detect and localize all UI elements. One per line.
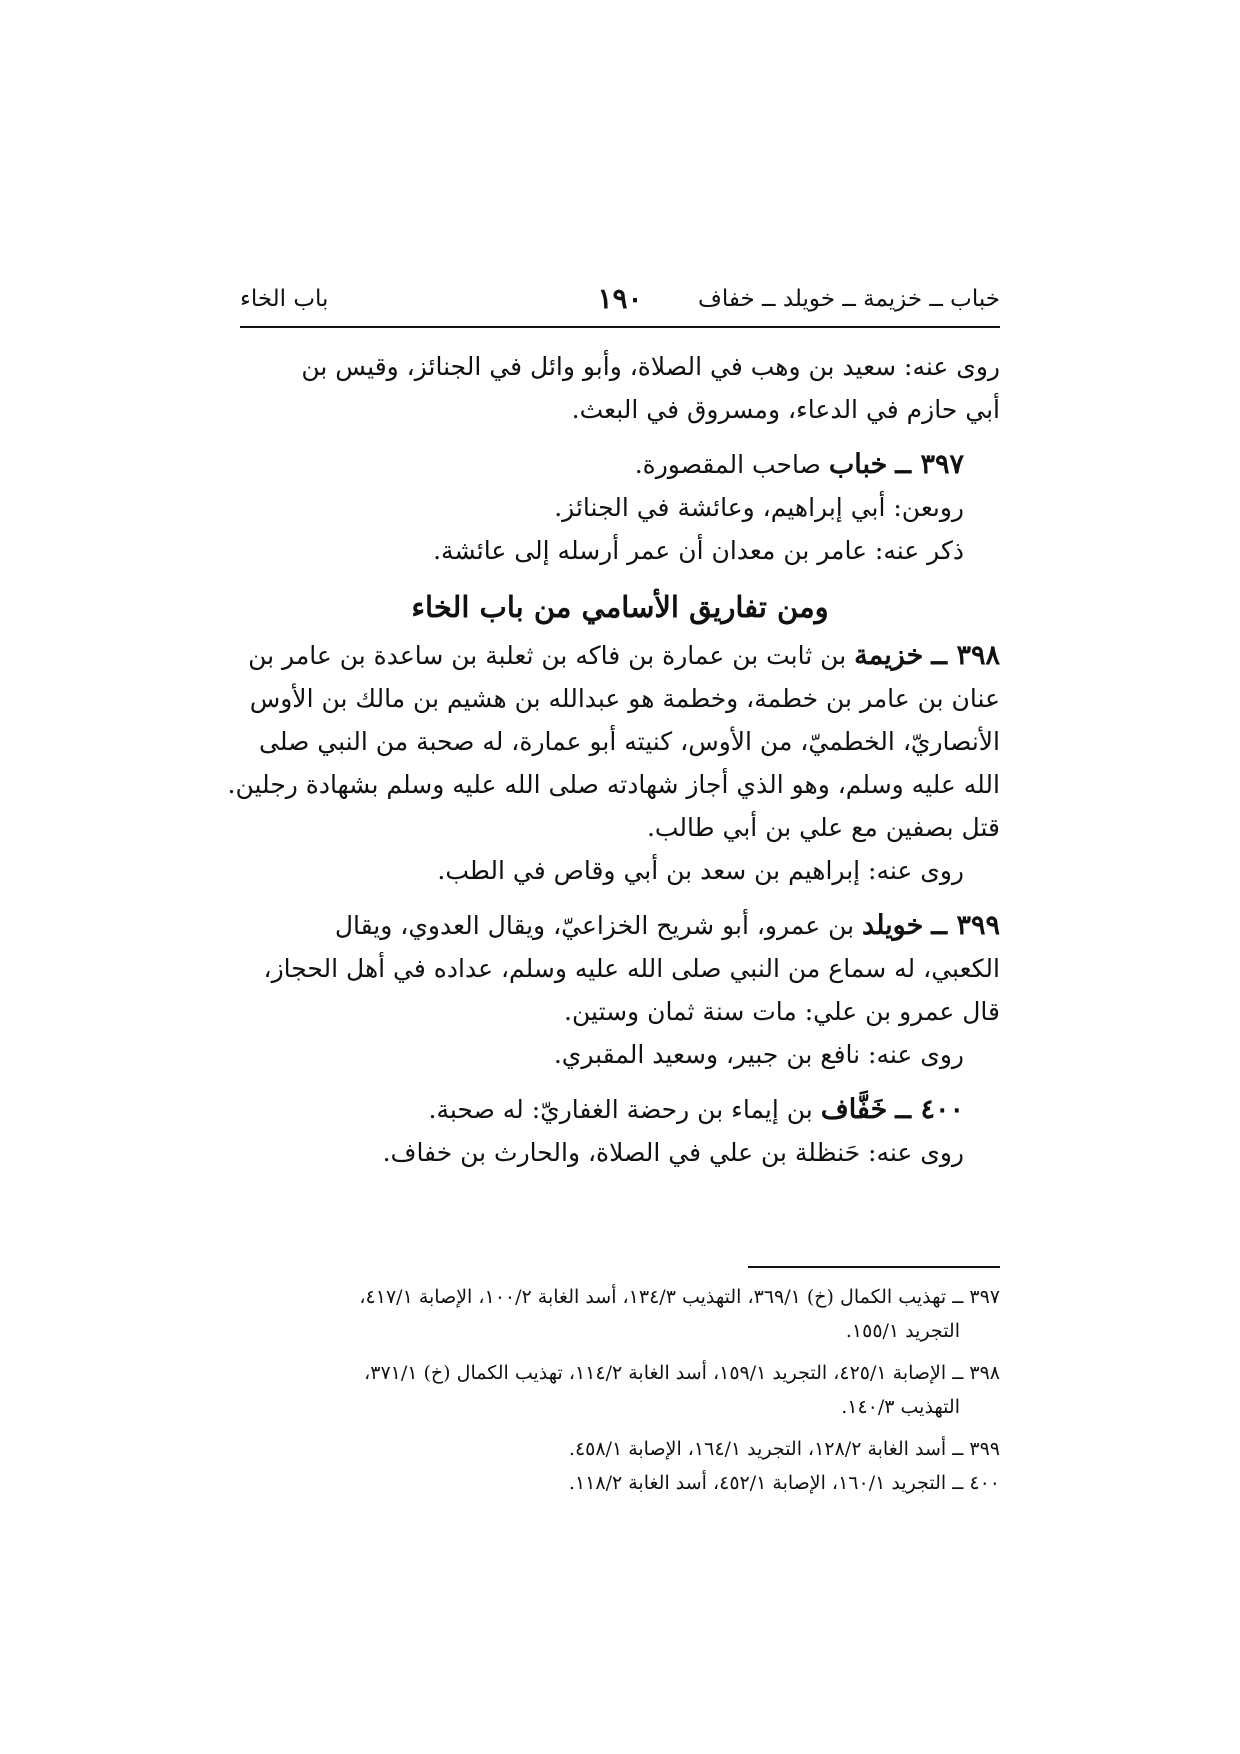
- text-line: قال عمرو بن علي: مات سنة ثمان وستين.: [564, 997, 1000, 1026]
- text-line: روى عنه: نافع بن جبير، وسعيد المقبري.: [553, 1040, 964, 1069]
- entry-name: خزيمة: [854, 640, 924, 671]
- page-body: [227, 345, 1000, 1174]
- footnote-line: ٣٩٩ ــ أسد الغابة ١٢٨/٢، التجريد ١٦٤/١، الإصابة ٤٥٨/١.: [568, 1438, 1000, 1460]
- text-line: عنان بن عامر بن خطمة، وخطمة هو عبدالله بن هشيم بن مالك بن الأوس: [249, 684, 1000, 713]
- entry-number: ٣٩٩ ــ: [931, 910, 1000, 941]
- entry-400: [240, 1088, 1000, 1131]
- entry-name: خَفَّاف: [820, 1094, 888, 1125]
- page-number: ١٩٠: [597, 282, 643, 315]
- entry-name: خباب: [828, 449, 888, 480]
- text-line: قتل بصفين مع علي بن أبي طالب.: [646, 813, 1000, 842]
- text-line: ذكر عنه: عامر بن معدان أن عمر أرسله إلى عائشة.: [433, 536, 964, 565]
- entry-text: صاحب المقصورة.: [634, 450, 821, 479]
- entry-name: خويلد: [862, 910, 924, 941]
- entry-399: [240, 904, 1000, 947]
- entry-number: ٣٩٨ ــ: [931, 640, 1000, 671]
- section-heading: ومن تفاريق الأسامي من باب الخاء: [411, 590, 829, 624]
- entry-number: ٤٠٠ ــ: [895, 1094, 964, 1125]
- footnote-line: ٤٠٠ ــ التجريد ١٦٠/١، الإصابة ٤٥٢/١، أسد الغابة ١١٨/٢.: [568, 1472, 1000, 1494]
- footnote-line: التجريد ١٥٥/١.: [845, 1320, 960, 1342]
- entry-397: [240, 443, 1000, 486]
- header-entries: خباب ــ خزيمة ــ خويلد ــ خفاف: [698, 286, 1000, 312]
- text-line: الكعبي، له سماع من النبي صلى الله عليه وسلم، عداده في أهل الحجاز،: [263, 954, 1000, 983]
- text-line: الأنصاريّ، الخطميّ، من الأوس، كنيته أبو عمارة، له صحبة من النبي صلى: [258, 727, 1000, 756]
- text-line: أبي حازم في الدعاء، ومسروق في البعث.: [571, 395, 1000, 424]
- text-line: روى عنه: إبراهيم بن سعد بن أبي وقاص في الطب.: [437, 856, 964, 885]
- text-line: روى عنه: سعيد بن وهب في الصلاة، وأبو وائل في الجنائز، وقيس بن: [301, 352, 1000, 381]
- footnote-divider: [748, 1266, 1000, 1268]
- header-chapter: باب الخاء: [240, 286, 329, 312]
- text-line: روى عنه: حَنظلة بن علي في الصلاة، والحارث بن خفاف.: [382, 1138, 964, 1167]
- entry-text: بن إيماء بن رحضة الغفاريّ: له صحبة.: [428, 1095, 813, 1124]
- footnote-line: ٣٩٧ ــ تهذيب الكمال (خ) ٣٦٩/١، التهذيب ١٣٤/٣، أسد الغابة ١٠٠/٢، الإصابة ٤١٧/١،: [359, 1286, 1000, 1308]
- entry-text: بن ثابت بن عمارة بن فاكه بن ثعلبة بن ساعدة بن عامر بن: [248, 641, 847, 670]
- running-header: [240, 282, 1000, 328]
- footnote-line: ٣٩٨ ــ الإصابة ٤٢٥/١، التجريد ١٥٩/١، أسد الغابة ١١٤/٢، تهذيب الكمال (خ) ٣٧١/١،: [364, 1362, 1000, 1384]
- text-line: روىعن: أبي إبراهيم، وعائشة في الجنائز.: [554, 493, 964, 522]
- footnotes: [240, 1280, 1000, 1500]
- footnote-line: التهذيب ١٤٠/٣.: [841, 1396, 960, 1418]
- entry-number: ٣٩٧ ــ: [895, 449, 964, 480]
- entry-text: بن عمرو، أبو شريح الخزاعيّ، ويقال العدوي، ويقال: [334, 911, 855, 940]
- entry-398: [240, 634, 1000, 677]
- text-line: الله عليه وسلم، وهو الذي أجاز شهادته صلى الله عليه وسلم بشهادة رجلين.: [227, 770, 1000, 799]
